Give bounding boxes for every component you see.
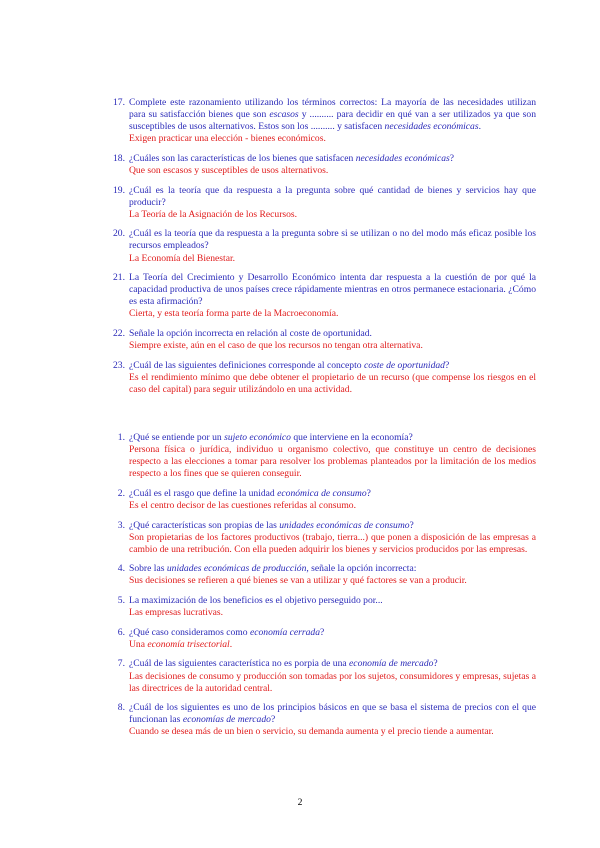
answer-text <box>129 209 536 221</box>
question-text <box>129 595 536 607</box>
question-number: 7. <box>117 658 125 670</box>
emphasized-term: unidades económicas de producción <box>166 563 307 575</box>
question-body <box>129 488 536 512</box>
question-body <box>129 328 536 352</box>
text-run: ? <box>366 487 371 499</box>
text-run: ¿Cuál es la teoría que da respuesta a la pregunta sobre qué cantidad de bienes y servicios hay que producir? <box>129 184 536 208</box>
answer-text <box>129 372 536 396</box>
question-body <box>129 563 536 587</box>
question-list-2 <box>104 432 536 746</box>
question-text <box>129 627 536 639</box>
answer-text <box>129 253 536 265</box>
question-text <box>129 658 536 670</box>
text-run: Cuando se desea más de un bien o servicio, su demanda aumenta y el precio tiende a aumentar. <box>129 726 494 738</box>
question-body <box>129 153 536 177</box>
question-text <box>129 432 536 444</box>
answer-text <box>129 444 536 480</box>
answer-text <box>129 726 536 738</box>
question-text <box>129 702 536 726</box>
question-text <box>129 153 536 165</box>
question-text <box>129 185 536 209</box>
emphasized-term: escasos <box>269 109 299 121</box>
question-body <box>129 595 536 619</box>
text-run: ? <box>270 714 276 726</box>
question-item <box>104 627 536 651</box>
question-item <box>104 520 536 556</box>
question-number: 2. <box>117 487 125 499</box>
text-run: ¿Cuál de las siguientes característica no es porpia de una <box>129 658 350 670</box>
answer-text <box>129 500 536 512</box>
question-list-1 <box>104 97 536 403</box>
text-run: ? <box>444 359 450 371</box>
question-text <box>129 563 536 575</box>
question-number: 3. <box>117 519 125 531</box>
answer-text <box>129 607 536 619</box>
question-body <box>129 702 536 738</box>
emphasized-term: economías de mercado <box>182 714 271 726</box>
question-number: 17. <box>113 97 125 108</box>
text-run: Son propietarias de los factores productivos (trabajo, tierra...) que ponen a disposición de las empresas a cambio de una retribución. Con ella pueden adquirir los bienes y servicios producidos por las empresas. <box>129 531 536 555</box>
answer-text <box>129 133 536 145</box>
text-run: La Teoría de la Asignación de los Recursos. <box>129 208 298 220</box>
answer-text <box>129 165 536 177</box>
text-run: Que son escasos y susceptibles de usos alternativos. <box>129 164 329 176</box>
question-item <box>104 328 536 352</box>
text-run: ? <box>320 626 325 638</box>
text-run: ¿Cuál de las siguientes definiciones corresponde al concepto <box>129 359 364 371</box>
text-run: La Economía del Bienestar. <box>129 252 236 264</box>
question-item <box>104 228 536 264</box>
question-number: 20. <box>113 228 125 240</box>
question-number: 4. <box>117 563 125 575</box>
question-item <box>104 595 536 619</box>
text-run: ¿Qué características son propias de las <box>129 519 280 531</box>
question-body <box>129 360 536 396</box>
text-run: Sobre las <box>129 563 167 575</box>
question-number: 21. <box>113 272 125 284</box>
text-run: Siempre existe, aún en el caso de que los recursos no tengan otra alternativa. <box>129 340 423 352</box>
question-body <box>129 185 536 221</box>
question-body <box>129 272 536 320</box>
text-run: ¿Cuál de los siguientes es uno de los principios básicos en que se basa el sistema de precios con el que funcionan las <box>129 702 536 726</box>
text-run: y .......... para decidir en qué van a ser utilizados ya que son susceptibles de usos alternativos. Estos son los .......... y satisfacen <box>129 109 536 133</box>
text-run: Es el centro decisor de las cuestiones referidas al consumo. <box>129 499 356 511</box>
question-item <box>104 97 536 145</box>
answer-text <box>129 575 536 587</box>
text-run: , señale la opción incorrecta: <box>306 563 417 575</box>
question-item <box>104 658 536 694</box>
question-number: 18. <box>113 152 125 164</box>
question-text <box>129 360 536 372</box>
text-run: ¿Qué se entiende por un <box>129 432 225 443</box>
text-run: ? <box>433 658 438 670</box>
text-run: La maximización de los beneficios es el objetivo perseguido por... <box>129 595 383 607</box>
text-run: Exigen practicar una elección - bienes económicos. <box>129 133 326 145</box>
question-number: 8. <box>117 702 125 714</box>
text-run: La Teoría del Crecimiento y Desarrollo Económico intenta dar respuesta a la cuestión de por qué la capacidad productiva de unos países crece rápidamente mientras en otros permanece estacionaria. ¿Cómo es esta afirmación? <box>129 272 536 308</box>
question-body <box>129 627 536 651</box>
question-text <box>129 328 536 340</box>
text-run: Las decisiones de consumo y producción son tomadas por los sujetos, consumidores y empresas, sujetas a las directrices de la autoridad central. <box>129 670 536 694</box>
text-run: Cierta, y esta teoría forma parte de la Macroeconomía. <box>129 308 339 320</box>
question-text <box>129 97 536 133</box>
text-run: Una <box>129 638 148 650</box>
emphasized-term: económica de consumo <box>277 487 367 499</box>
question-text <box>129 272 536 308</box>
question-item <box>104 432 536 480</box>
emphasized-term: sujeto económico <box>224 432 291 443</box>
question-text <box>129 520 536 532</box>
question-number: 23. <box>113 359 125 371</box>
question-number: 6. <box>117 626 125 638</box>
answer-text <box>129 308 536 320</box>
question-number: 5. <box>117 595 125 607</box>
emphasized-term: economía de mercado <box>349 658 434 670</box>
text-run: Complete este razonamiento utilizando los términos correctos: La mayoría de las necesidades utilizan para su satisfacción bienes que son <box>129 97 536 121</box>
text-run: ? <box>449 152 455 164</box>
text-run: ? <box>409 519 414 531</box>
text-run: Las empresas lucrativas. <box>129 607 224 619</box>
question-number: 19. <box>113 184 125 196</box>
question-item <box>104 360 536 396</box>
text-run: . <box>478 121 481 133</box>
text-run: ¿Cuál es la teoría que da respuesta a la pregunta sobre si se utilizan o no del modo más eficaz posible los recursos empleados? <box>129 228 536 252</box>
question-body <box>129 520 536 556</box>
emphasized-term: economía trisectorial <box>147 638 230 650</box>
text-run: Señale la opción incorrecta en relación al coste de oportunidad. <box>129 328 372 339</box>
question-number: 1. <box>117 432 125 443</box>
emphasized-term: unidades económicas de consumo <box>279 519 410 531</box>
question-text <box>129 488 536 500</box>
text-run: ¿Qué caso consideramos como <box>129 626 250 638</box>
answer-text <box>129 639 536 651</box>
question-body <box>129 658 536 694</box>
emphasized-term: necesidades económicas <box>384 121 479 133</box>
text-run: Es el rendimiento mínimo que debe obtener el propietario de un recurso (que compense los riesgos en el caso del capital) para seguir utilizándolo en una actividad. <box>129 371 536 395</box>
text-run: Sus decisiones se refieren a qué bienes se van a utilizar y qué factores se van a producir. <box>129 575 467 587</box>
text-run: que interviene en la economía? <box>290 432 413 443</box>
text-run: ¿Cuál es el rasgo que define la unidad <box>129 487 278 499</box>
text-run: . <box>229 638 233 650</box>
page-number: 2 <box>297 797 303 808</box>
question-body <box>129 432 536 480</box>
emphasized-term: economía cerrada <box>249 626 321 638</box>
answer-text <box>129 671 536 695</box>
question-body <box>129 97 536 145</box>
question-item <box>104 488 536 512</box>
emphasized-term: coste de oportunidad <box>363 359 445 371</box>
answer-text <box>129 532 536 556</box>
text-run: ¿Cuáles son las características de los bienes que satisfacen <box>129 152 356 164</box>
question-body <box>129 228 536 264</box>
text-run: Persona física o jurídica, individuo u organismo colectivo, que constituye un centro de decisiones respecto a las elecciones a tomar para resolver los problemas planteados por la limitación de los medios respecto a los fines que se quieren conseguir. <box>129 444 536 480</box>
question-item <box>104 185 536 221</box>
answer-text <box>129 340 536 352</box>
question-item <box>104 563 536 587</box>
question-number: 22. <box>113 328 125 339</box>
question-item <box>104 272 536 320</box>
question-item <box>104 153 536 177</box>
question-item <box>104 702 536 738</box>
emphasized-term: necesidades económicas <box>355 152 450 164</box>
question-text <box>129 228 536 252</box>
